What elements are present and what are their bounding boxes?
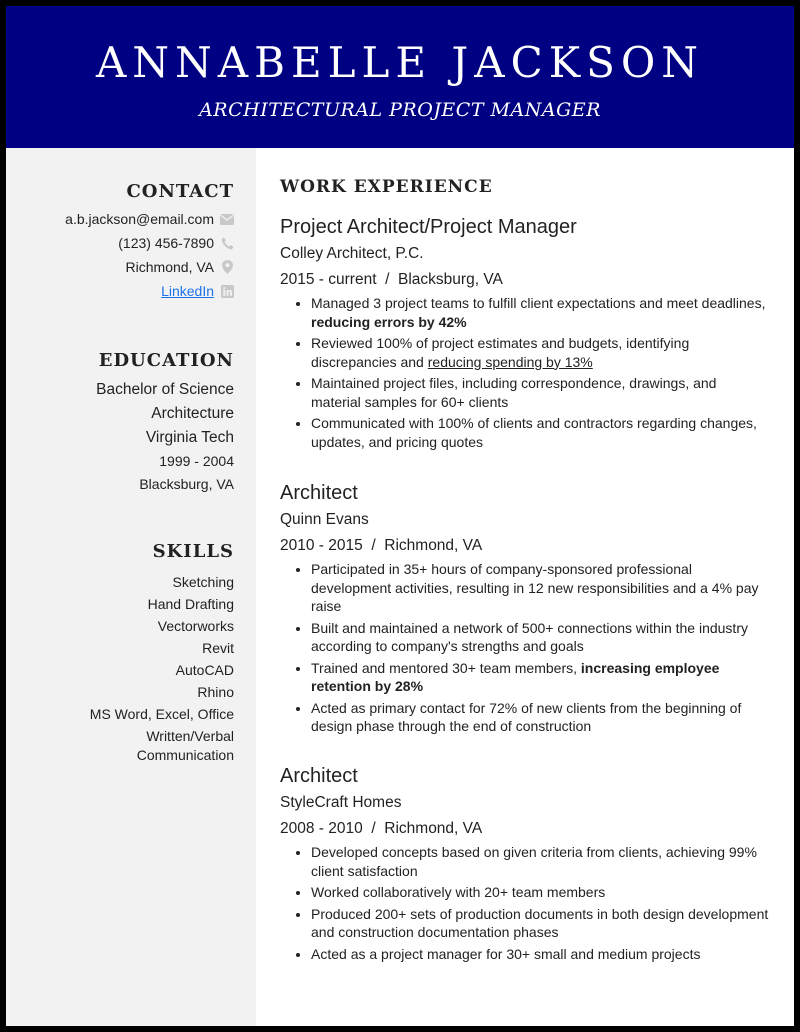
bullet-item: • Developed concepts based on given criteria from clients, achieving 99% client satisfaction <box>311 843 770 880</box>
company-name: Quinn Evans <box>280 511 369 528</box>
bullet-item: • Acted as primary contact for 72% of new clients from the beginning of design phase through the end of construction <box>311 699 770 736</box>
skill-item: Revit <box>202 640 234 656</box>
major: Architecture <box>151 405 234 422</box>
skill-item: Hand Drafting <box>147 596 234 612</box>
job-dates: 2015 - current / Blacksburg, VA <box>280 271 503 288</box>
bullet-item: • Trained and mentored 30+ team members, increasing employee retention by 28% <box>311 659 770 696</box>
job-dates: 2008 - 2010 / Richmond, VA <box>280 820 483 837</box>
candidate-name: ANNABELLE JACKSON <box>95 38 705 87</box>
skill-item: Written/Verbal <box>146 728 234 744</box>
resume-page <box>6 6 794 1026</box>
resume-header <box>6 6 794 148</box>
bullet-item: • Worked collaboratively with 20+ team members <box>311 883 770 902</box>
bullet-item: • Maintained project files, including correspondence, drawings, and material samples for 60+ clients <box>311 374 770 411</box>
company-name: StyleCraft Homes <box>280 794 402 811</box>
skills-section <box>14 541 234 765</box>
envelope-icon <box>220 212 234 226</box>
job-bullets <box>280 843 770 963</box>
sidebar <box>6 148 256 1026</box>
education-years: 1999 - 2004 <box>159 453 234 469</box>
skill-item: Sketching <box>172 574 234 590</box>
job-title: Architect <box>280 765 358 787</box>
bullet-item: • Participated in 35+ hours of company-sponsored professional development activities, resulting in 12 new responsibilities and a 4% pay raise <box>311 560 770 616</box>
job-title: Architect <box>280 482 358 504</box>
work-experience-heading: WORK EXPERIENCE <box>280 177 493 197</box>
company-name: Colley Architect, P.C. <box>280 245 424 262</box>
candidate-title: ARCHITECTURAL PROJECT MANAGER <box>199 99 601 121</box>
job-entry <box>280 214 770 454</box>
education-location: Blacksburg, VA <box>139 476 234 492</box>
job-dates: 2010 - 2015 / Richmond, VA <box>280 537 483 554</box>
linkedin-icon <box>220 284 234 298</box>
job-bullets <box>280 560 770 736</box>
job-title: Project Architect/Project Manager <box>280 216 577 238</box>
job-bullets <box>280 294 770 451</box>
bullet-item: • Managed 3 project teams to fulfill client expectations and meet deadlines, reducing errors by 42% <box>311 294 770 331</box>
contact-section <box>14 181 234 303</box>
location-text: Richmond, VA <box>125 259 214 275</box>
school: Virginia Tech <box>145 429 234 446</box>
contact-phone <box>14 231 234 255</box>
skill-item: Rhino <box>197 684 234 700</box>
contact-location <box>14 255 234 279</box>
job-entry <box>280 480 770 739</box>
bullet-item: • Communicated with 100% of clients and contractors regarding changes, updates, and pricing quotes <box>311 414 770 451</box>
skill-item: AutoCAD <box>175 662 234 678</box>
phone-text: (123) 456-7890 <box>118 235 214 251</box>
contact-email <box>14 207 234 231</box>
education-section <box>14 350 234 496</box>
job-entry <box>280 763 770 966</box>
degree: Bachelor of Science <box>96 381 234 398</box>
skill-item: Communication <box>136 747 234 763</box>
map-pin-icon <box>220 260 234 274</box>
linkedin-link[interactable]: LinkedIn <box>161 283 214 299</box>
contact-heading: CONTACT <box>126 181 234 202</box>
skills-heading: SKILLS <box>152 541 234 562</box>
education-heading: EDUCATION <box>98 350 234 371</box>
skill-item: Vectorworks <box>157 618 234 634</box>
phone-icon <box>220 236 234 250</box>
skill-item: MS Word, Excel, Office <box>89 706 234 722</box>
bullet-item: • Produced 200+ sets of production documents in both design development and construction documentation phases <box>311 905 770 942</box>
bullet-item: • Acted as a project manager for 30+ small and medium projects <box>311 945 770 964</box>
email-text: a.b.jackson@email.com <box>65 211 214 227</box>
bullet-item: • Built and maintained a network of 500+ connections within the industry according to company's strengths and goals <box>311 619 770 656</box>
contact-linkedin <box>14 279 234 303</box>
bullet-item: • Reviewed 100% of project estimates and budgets, identifying discrepancies and reducing spending by 13% <box>311 334 770 371</box>
